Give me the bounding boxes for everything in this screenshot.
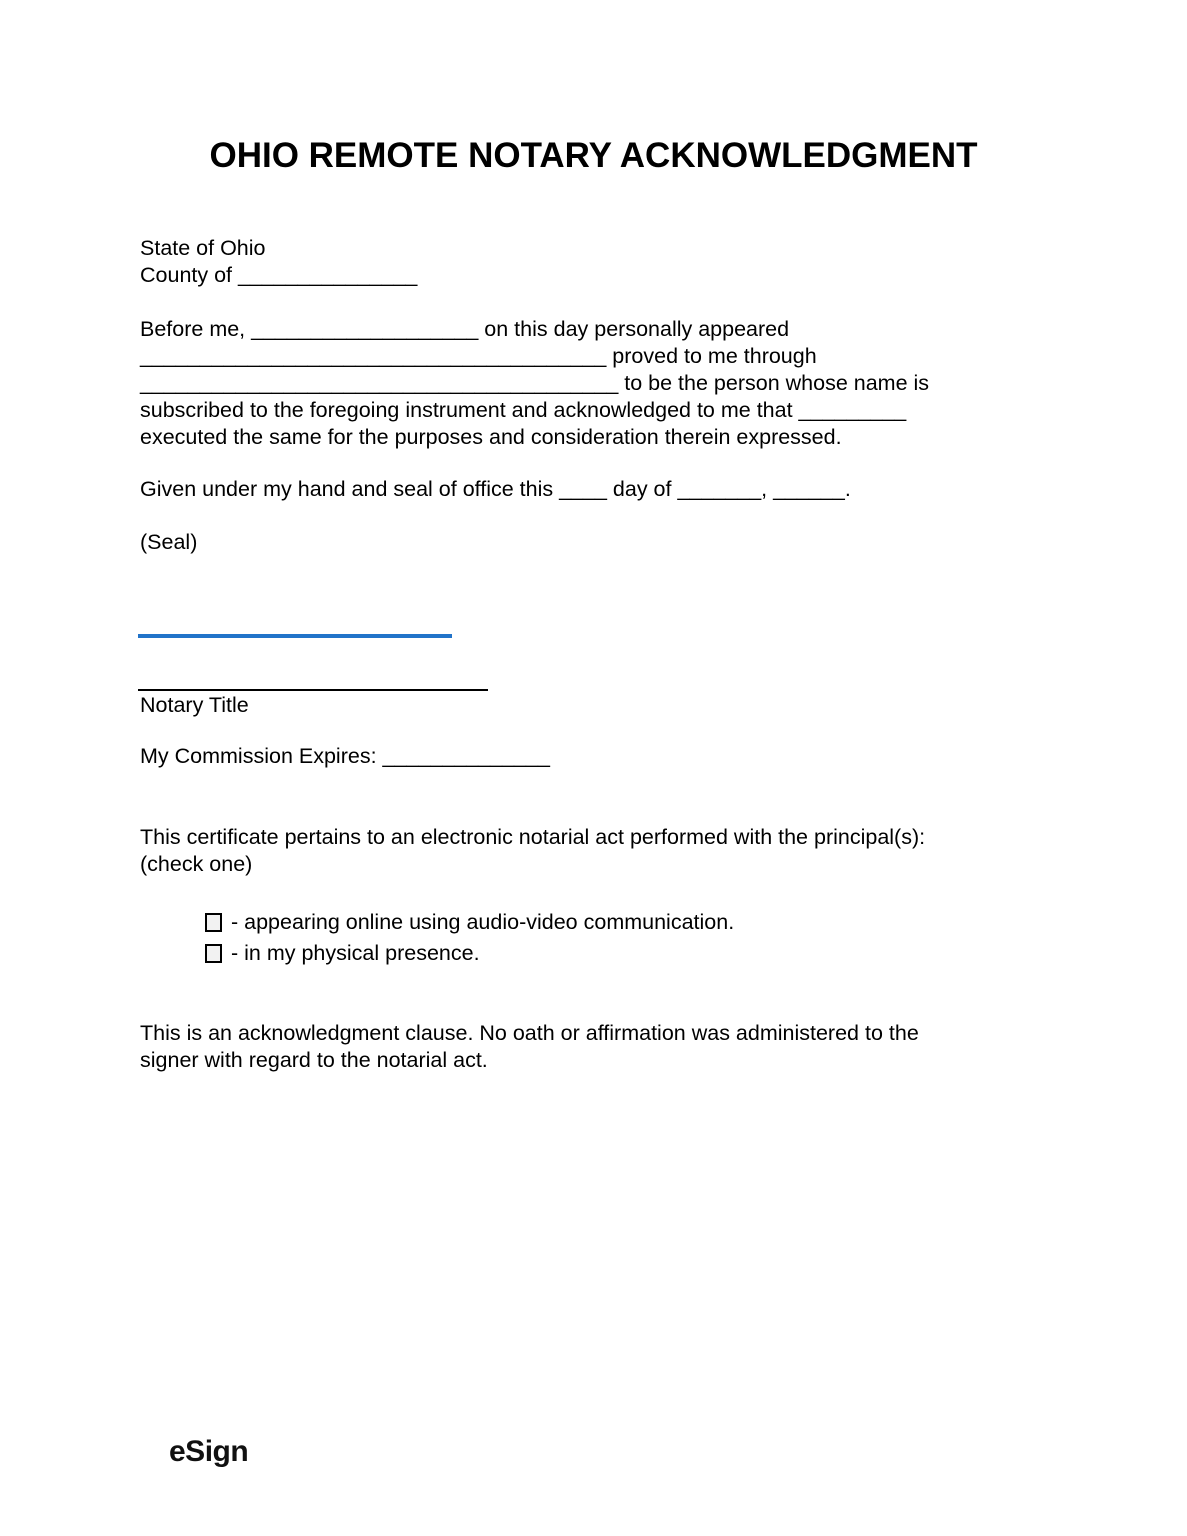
state-line: State of Ohio (140, 236, 266, 260)
disclaimer-line: This is an acknowledgment clause. No oath or affirmation was administered to the (140, 1021, 919, 1045)
commission-expires-line: My Commission Expires: ______________ (140, 744, 550, 768)
paragraph-line: _______________________________________ proved to me through (140, 344, 817, 368)
notary-title-label: Notary Title (140, 693, 249, 717)
certificate-intro-line: This certificate pertains to an electronic notarial act performed with the principal(s): (140, 825, 926, 849)
certificate-intro (140, 824, 925, 878)
option-row-audio-video (205, 909, 734, 936)
given-under-hand-line: Given under my hand and seal of office this ____ day of _______, ______. (140, 477, 851, 501)
esign-logo: eSign (169, 1435, 249, 1468)
paragraph-line: ________________________________________ to be the person whose name is (140, 371, 930, 395)
document-title: OHIO REMOTE NOTARY ACKNOWLEDGMENT (209, 136, 978, 175)
paragraph-line: Before me, ___________________ on this day personally appeared (140, 317, 790, 341)
disclaimer-line: signer with regard to the notarial act. (140, 1048, 488, 1072)
checkbox-label: - in my physical presence. (231, 941, 480, 965)
checkbox-label: - appearing online using audio-video communication. (231, 910, 735, 934)
county-blank-line: County of _______________ (140, 263, 418, 287)
notary-title-blank-rule (138, 689, 488, 691)
venue-block (140, 235, 417, 289)
check-one-label: (check one) (140, 852, 253, 876)
option-row-physical-presence (205, 940, 480, 967)
physical-presence-checkbox[interactable] (205, 944, 222, 963)
paragraph-line: executed the same for the purposes and consideration therein expressed. (140, 425, 842, 449)
paragraph-line: subscribed to the foregoing instrument and acknowledged to me that _________ (140, 398, 907, 422)
seal-label: (Seal) (140, 530, 198, 554)
acknowledgment-paragraph (140, 316, 929, 451)
disclaimer-paragraph (140, 1020, 919, 1074)
notary-signature-field[interactable] (138, 634, 452, 638)
audio-video-checkbox[interactable] (205, 913, 222, 932)
